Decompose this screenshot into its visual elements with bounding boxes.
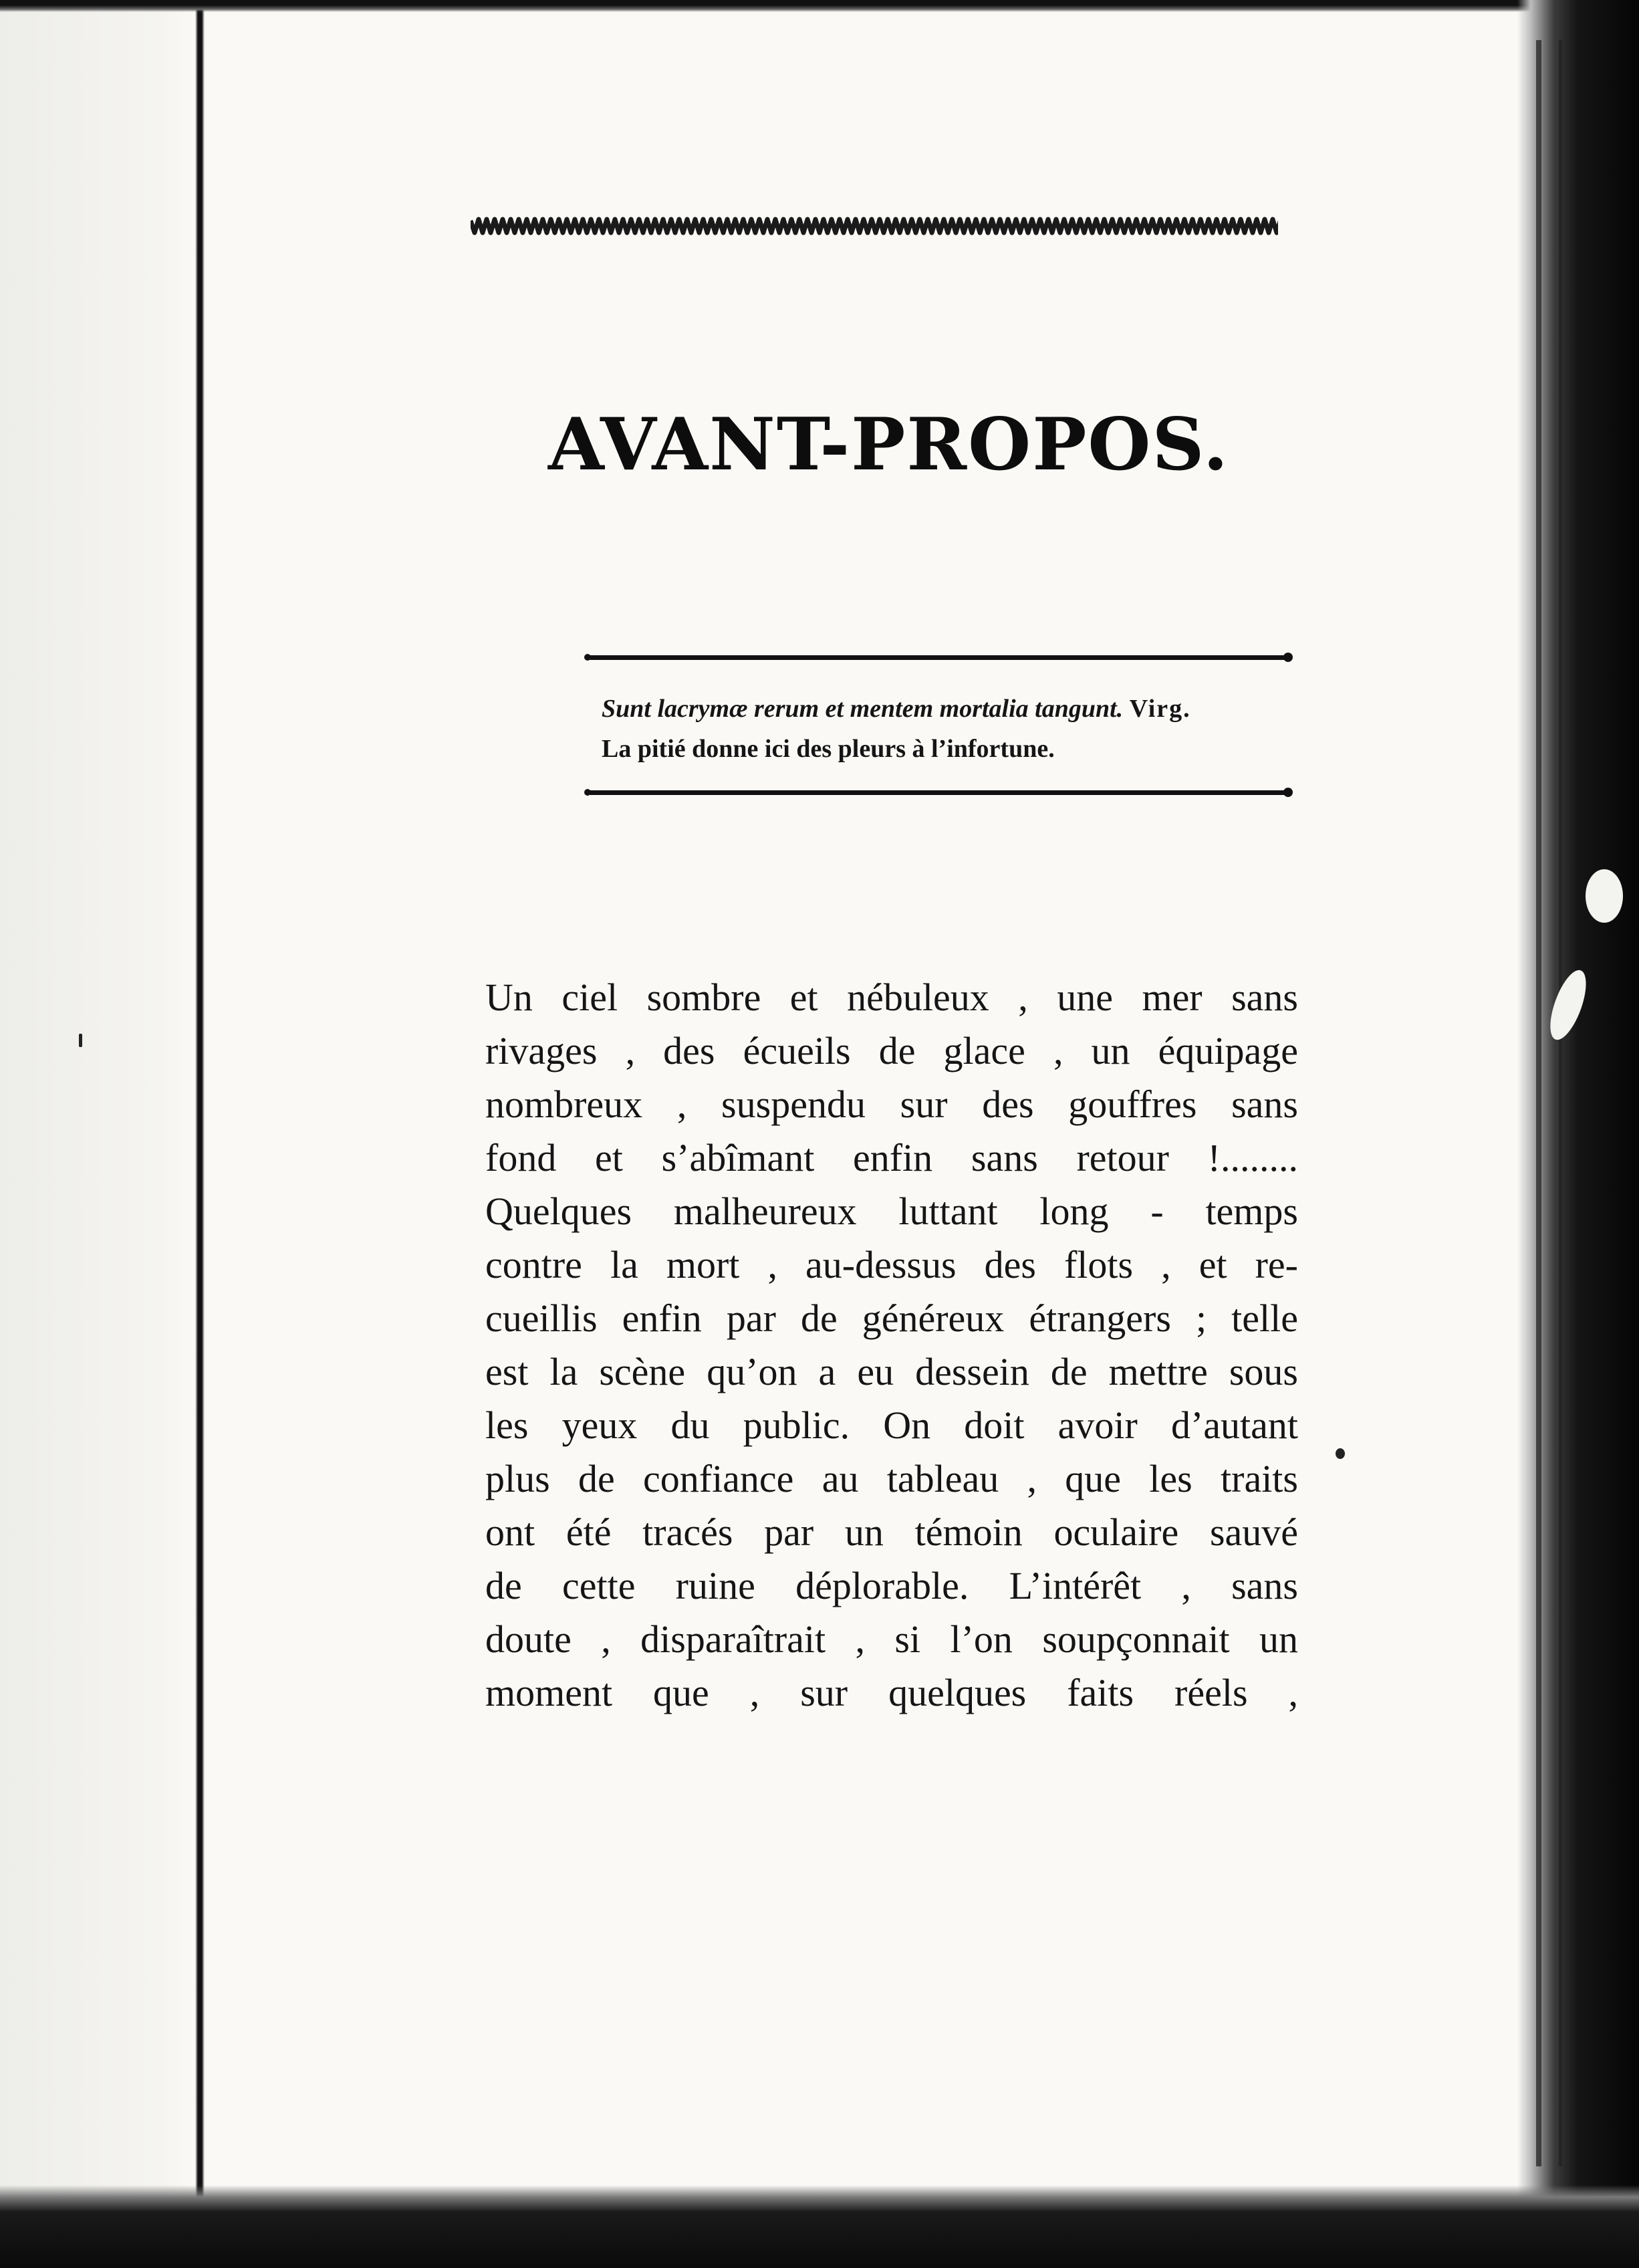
ornamental-wavy-rule — [471, 213, 1278, 238]
epigraph-source: Virg. — [1129, 695, 1191, 723]
body-line: doute , disparaîtrait , si l’on soupçonnait un — [485, 1617, 1298, 1661]
left-page-margin — [0, 0, 201, 2268]
body-line: de cette ruine déplorable. L’intérêt , sans — [485, 1564, 1298, 1607]
body-line: rivages , des écueils de glace , un équipage — [485, 1029, 1298, 1072]
body-paragraph — [485, 971, 1298, 1720]
fore-edge-stripe — [1559, 40, 1562, 2166]
scan-bottom-edge — [0, 2185, 1639, 2268]
epigraph — [602, 689, 1290, 769]
body-line: Un ciel sombre et nébuleux , une mer sans — [485, 976, 1298, 1019]
body-line: est la scène qu’on a eu dessein de mettre sous — [485, 1350, 1298, 1393]
epigraph-top-rule — [588, 655, 1289, 660]
body-line: Quelques malheureux luttant long - temps — [485, 1189, 1298, 1233]
body-line: fond et s’abîmant enfin sans retour !........ — [485, 1136, 1298, 1179]
fore-edge-stripe — [1536, 40, 1541, 2166]
epigraph-bottom-rule — [588, 790, 1289, 795]
body-line: moment que , sur quelques faits réels , — [485, 1671, 1298, 1714]
epigraph-french-translation: La pitié donne ici des pleurs à l’infortune. — [602, 735, 1055, 763]
paper-blemish — [1586, 869, 1623, 923]
epigraph-latin-line — [602, 689, 1290, 729]
ink-speck — [79, 1034, 82, 1047]
scan-top-edge — [0, 0, 1639, 12]
epigraph-latin-quote: Sunt lacrymæ rerum et mentem mortalia tangunt. — [602, 695, 1124, 723]
body-line: contre la mort , au-dessus des flots , et re- — [485, 1243, 1298, 1286]
body-line: nombreux , suspendu sur des gouffres sans — [485, 1083, 1298, 1126]
body-line: les yeux du public. On doit avoir d’autant — [485, 1403, 1298, 1447]
body-line: cueillis enfin par de généreux étrangers ; telle — [485, 1296, 1298, 1340]
ink-speck — [1336, 1448, 1345, 1459]
book-gutter-line — [195, 0, 205, 2268]
body-line: ont été tracés par un témoin oculaire sauvé — [485, 1510, 1298, 1554]
page-title: AVANT-PROPOS. — [548, 403, 1230, 487]
body-line: plus de confiance au tableau , que les traits — [485, 1457, 1298, 1500]
